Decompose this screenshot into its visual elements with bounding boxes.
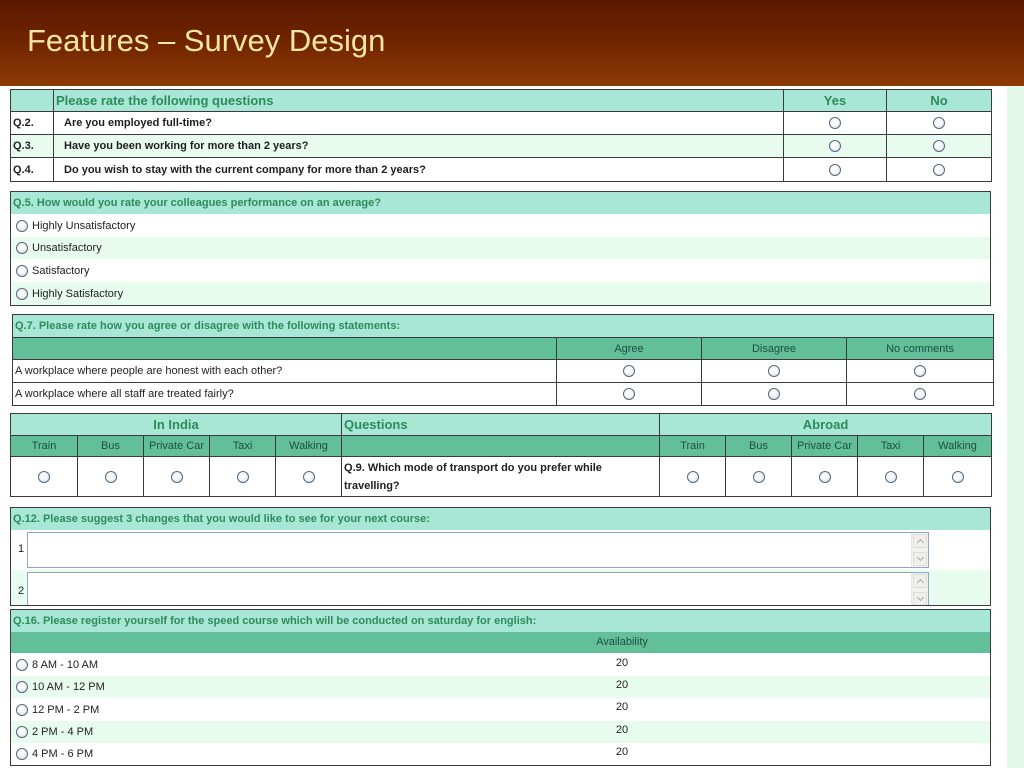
india-taxi-header: Taxi [210,436,276,457]
no-comments-radio[interactable] [914,388,926,400]
blank-header-cell [11,90,54,112]
time-slot-row [11,721,990,743]
disagree-radio[interactable] [768,365,780,377]
yes-cell [784,158,887,182]
india-private-car-radio[interactable] [171,471,183,483]
availability-value: 20 [615,724,629,736]
chevron-up-icon [917,579,924,586]
no-cell [887,135,992,158]
suggestion-textarea-2[interactable] [28,573,911,606]
no-column-header: No [887,90,992,112]
availability-value: 20 [615,701,629,713]
q5-option-radio[interactable] [16,242,28,254]
no-cell [887,112,992,135]
abroad-private-car-header: Private Car [792,436,858,457]
abroad-bus-header: Bus [726,436,792,457]
q4-no-radio[interactable] [933,164,945,176]
table-row [11,457,992,497]
availability-value: 20 [615,657,629,669]
no-comments-cell [847,383,994,406]
india-taxi-cell [210,457,276,497]
q5-heading: Q.5. How would you rate your colleagues performance on an average? [11,192,990,214]
q4-yes-radio[interactable] [829,164,841,176]
table-row [13,383,994,406]
statement-text: A workplace where people are honest with each other? [13,360,557,383]
q3-yes-radio[interactable] [829,140,841,152]
agree-cell [557,383,702,406]
scroll-down-button[interactable] [913,552,927,566]
suggestion-number: 1 [18,543,25,555]
time-slot-radio[interactable] [16,704,28,716]
question-number: Q.4. [11,158,54,182]
blank-header-cell [13,338,557,360]
availability-value: 20 [615,679,629,691]
time-slot-label: 12 PM - 2 PM [32,703,100,716]
q5-option-radio[interactable] [16,265,28,277]
option-label: Highly Unsatisfactory [32,219,136,232]
abroad-private-car-radio[interactable] [819,471,831,483]
chevron-down-icon [917,554,924,561]
abroad-taxi-radio[interactable] [885,471,897,483]
india-walking-cell [276,457,342,497]
abroad-train-cell [660,457,726,497]
list-item [11,214,990,237]
q16-heading: Q.16. Please register yourself for the speed course which will be conducted on saturday for english: [11,610,990,632]
no-comments-radio[interactable] [914,365,926,377]
abroad-taxi-cell [858,457,924,497]
india-taxi-radio[interactable] [237,471,249,483]
question-text: Do you wish to stay with the current company for more than 2 years? [54,158,784,182]
questions-heading: Please rate the following questions [54,90,784,112]
list-item [11,259,990,282]
list-item [11,237,990,259]
suggestion-field-2 [27,572,929,606]
option-label: Unsatisfactory [32,242,102,254]
disagree-column-header: Disagree [702,338,847,360]
q16-column-header-row [11,632,990,653]
time-slot-label: 10 AM - 12 PM [32,681,105,693]
q7-column-header-row [13,338,994,360]
india-bus-header: Bus [78,436,144,457]
time-slot-label: 4 PM - 6 PM [32,748,94,760]
india-walking-header: Walking [276,436,342,457]
abroad-bus-radio[interactable] [753,471,765,483]
table-header-row [11,90,992,112]
side-decoration-strip [1007,86,1024,768]
india-private-car-header: Private Car [144,436,210,457]
india-train-radio[interactable] [38,471,50,483]
suggestion-number: 2 [18,585,25,597]
scroll-down-button[interactable] [913,592,927,606]
time-slot-radio[interactable] [16,659,28,671]
india-walking-radio[interactable] [303,471,315,483]
no-cell [887,158,992,182]
abroad-bus-cell [726,457,792,497]
q9-question-text: Q.9. Which mode of transport do you prefer while travelling? [342,457,660,497]
q7-heading-row [13,315,994,338]
suggestion-textarea-1[interactable] [28,533,911,567]
q12-heading: Q.12. Please suggest 3 changes that you would like to see for your next course: [11,508,990,530]
abroad-header: Abroad [660,414,992,436]
q9-group-header-row [11,414,992,436]
time-slot-label: 8 AM - 10 AM [32,658,99,671]
q7-heading: Q.7. Please rate how you agree or disagree with the following statements: [13,315,994,338]
q16-section [10,609,991,766]
abroad-private-car-cell [792,457,858,497]
abroad-walking-cell [924,457,992,497]
time-slot-row [11,743,990,765]
time-slot-radio[interactable] [16,748,28,760]
textarea-scrollbar[interactable] [911,533,928,567]
q12-section [10,507,991,606]
question-text: Have you been working for more than 2 years? [54,135,784,158]
slide-title: Features – Survey Design [27,23,386,58]
india-train-header: Train [11,436,78,457]
availability-value: 20 [615,746,629,758]
questions-header: Questions [342,414,660,436]
q2-no-radio[interactable] [933,117,945,129]
time-slot-row [11,653,990,676]
yes-no-questions-table [10,89,992,182]
q2-yes-radio[interactable] [829,117,841,129]
abroad-walking-radio[interactable] [952,471,964,483]
india-bus-cell [78,457,144,497]
list-item [11,282,990,305]
agree-radio[interactable] [623,388,635,400]
agree-radio[interactable] [623,365,635,377]
time-slot-row [11,698,990,721]
abroad-train-header: Train [660,436,726,457]
slide-title-bar [0,0,1024,86]
time-slot-label: 2 PM - 4 PM [32,726,94,738]
chevron-up-icon [917,539,924,546]
availability-column-header: Availability [596,636,648,648]
suggestion-field-1 [27,532,929,568]
q5-section [10,191,991,306]
disagree-cell [702,360,847,383]
yes-cell [784,112,887,135]
scroll-up-button[interactable] [913,574,927,588]
table-row [11,135,992,158]
table-row [13,360,994,383]
q7-table [12,314,994,406]
table-row [11,112,992,135]
q3-no-radio[interactable] [933,140,945,152]
time-slot-radio[interactable] [16,726,28,738]
abroad-train-radio[interactable] [687,471,699,483]
q9-mode-header-row [11,436,992,457]
q5-option-radio[interactable] [16,288,28,300]
textarea-scrollbar[interactable] [911,573,928,606]
scroll-up-button[interactable] [913,534,927,548]
india-bus-radio[interactable] [105,471,117,483]
time-slot-radio[interactable] [16,681,28,693]
question-text: Are you employed full-time? [54,112,784,135]
agree-cell [557,360,702,383]
india-private-car-cell [144,457,210,497]
in-india-header: In India [11,414,342,436]
option-label: Highly Satisfactory [32,287,124,300]
q5-option-radio[interactable] [16,220,28,232]
disagree-radio[interactable] [768,388,780,400]
yes-cell [784,135,887,158]
abroad-walking-header: Walking [924,436,992,457]
q9-transport-table [10,413,992,497]
agree-column-header: Agree [557,338,702,360]
yes-column-header: Yes [784,90,887,112]
question-number: Q.3. [11,135,54,158]
no-comments-column-header: No comments [847,338,994,360]
chevron-down-icon [917,594,924,601]
abroad-taxi-header: Taxi [858,436,924,457]
statement-text: A workplace where all staff are treated fairly? [13,383,557,406]
question-number: Q.2. [11,112,54,135]
time-slot-row [11,676,990,698]
table-row [11,158,992,182]
india-train-cell [11,457,78,497]
no-comments-cell [847,360,994,383]
option-label: Satisfactory [32,264,90,277]
blank-header-cell [342,436,660,457]
disagree-cell [702,383,847,406]
